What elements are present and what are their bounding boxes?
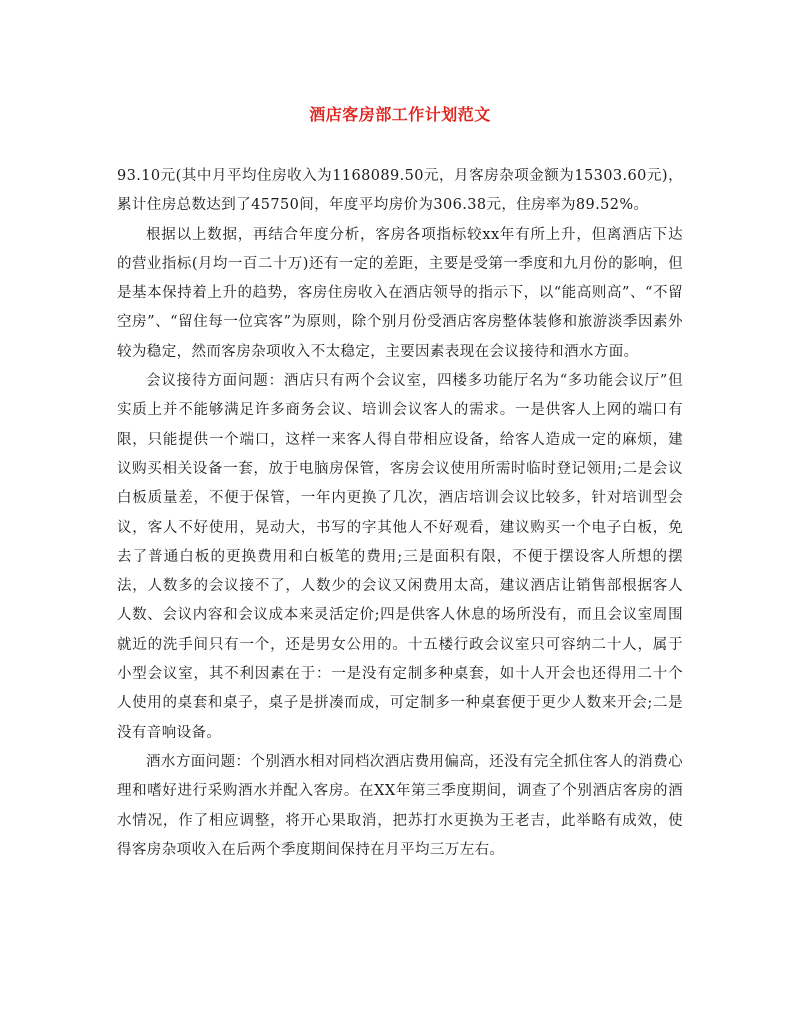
paragraph-3-meeting-issues: 会议接待方面问题：酒店只有两个会议室，四楼多功能厅名为“多功能会议厅”但实质上并不能够满足许多商务会议、培训会议客人的需求。一是供客人上网的端口有限，只能提供一个端口，这样一来客人得自带相应设备，给客人造成一定的麻烦，建议购买相关设备一套，放于电脑房保管，客房会议使用所需时临时登记领用;二是会议白板质量差，不便于保管，一年内更换了几次，酒店培训会议比较多，针对培训型会议，客人不好使用，晃动大，书写的字其他人不好观看，建议购买一个电子白板，免去了普通白板的更换费用和白板笔的费用;三是面积有限，不便于摆设客人所想的摆法，人数多的会议接不了，人数少的会议又闲费用太高，建议酒店让销售部根据客人人数、会议内容和会议成本来灵活定价;四是供客人休息的场所没有，而且会议室周围就近的洗手间只有一个，还是男女公用的。十五楼行政会议室只可容纳二十人，属于小型会议室，其不利因素在于：一是没有定制多种桌套，如十人开会也还得用二十个人使用的桌套和桌子，桌子是拼凑而成，可定制多一种桌套便于更少人数来开会;二是没有音响设备。 xyxy=(117,373,683,741)
document-body xyxy=(117,162,683,865)
paragraph-4-beverage-issues: 酒水方面问题：个别酒水相对同档次酒店费用偏高，还没有完全抓住客人的消费心理和嗜好进行采购酒水并配入客房。在XX年第三季度期间，调查了个别酒店客房的酒水情况，作了相应调整，将开心果取消，把苏打水更换为王老吉，此举略有成效，使得客房杂项收入在后两个季度期间保持在月平均三万左右。 xyxy=(117,753,683,858)
paragraph-2: 根据以上数据，再结合年度分析，客房各项指标较xx年有所上升，但离酒店下达的营业指标(月均一百二十万)还有一定的差距，主要是受第一季度和九月份的影响，但是基本保持着上升的趋势，客房住房收入在酒店领导的指示下，以“能高则高”、“不留空房”、“留住每一位宾客”为原则，除个别月份受酒店客房整体装修和旅游淡季因素外较为稳定，然而客房杂项收入不太稳定，主要因素表现在会议接待和酒水方面。 xyxy=(117,226,683,360)
document-title: 酒店客房部工作计划范文 xyxy=(309,105,491,124)
paragraph-1: 93.10元(其中月平均住房收入为1168089.50元，月客房杂项金额为15303.60元)，累计住房总数达到了45750间，年度平均房价为306.38元，住房率为89.52%。 xyxy=(117,168,683,214)
